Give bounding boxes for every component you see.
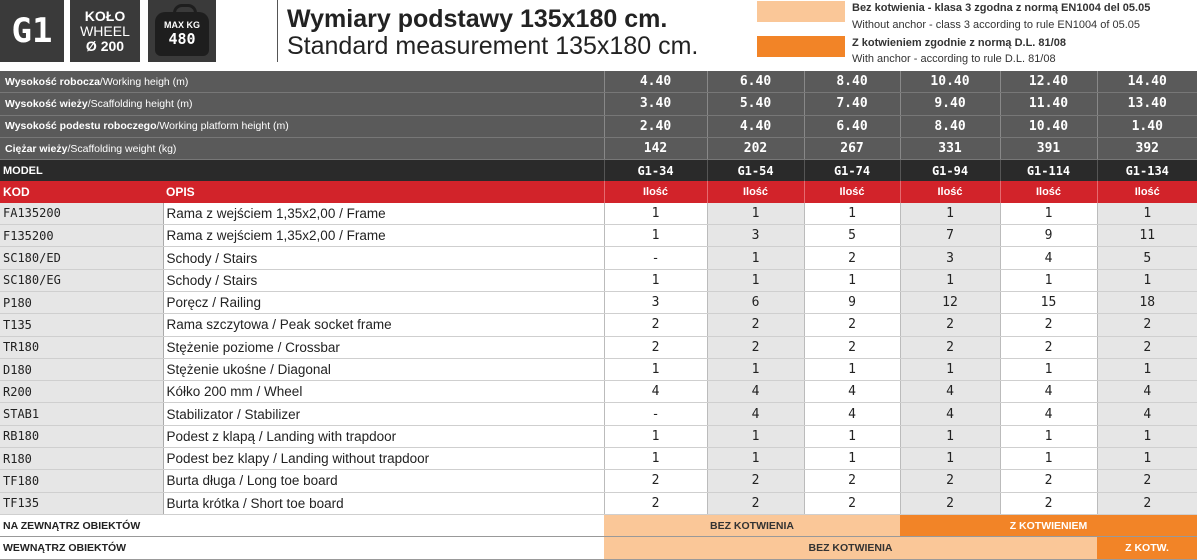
part-quantity: 9 — [804, 291, 900, 313]
part-name-pl: Burta krótka — [166, 495, 240, 511]
part-quantity: 1 — [707, 425, 804, 447]
qty-header: Ilość — [1000, 181, 1097, 202]
part-code: STAB1 — [0, 403, 163, 425]
part-quantity: 1 — [1000, 203, 1097, 225]
model-name: G1-54 — [707, 160, 804, 182]
part-code: D180 — [0, 358, 163, 380]
part-quantity: 1 — [900, 425, 1000, 447]
part-description — [163, 381, 604, 403]
part-code: F135200 — [0, 225, 163, 247]
part-quantity: 2 — [1097, 314, 1197, 336]
part-name-en: / Crossbar — [273, 339, 340, 355]
part-name-en: / Landing without trapdoor — [269, 451, 430, 467]
part-quantity: 1 — [900, 203, 1000, 225]
part-quantity: 1 — [804, 269, 900, 291]
spec-label — [0, 71, 604, 93]
spec-value: 2.40 — [604, 115, 707, 137]
table-row — [0, 470, 1197, 492]
spec-value: 8.40 — [900, 115, 1000, 137]
legend-with-anchor-en: With anchor - according to rule D.L. 81/08 — [852, 53, 1056, 65]
part-quantity: 2 — [604, 314, 707, 336]
column-header-row — [0, 181, 1197, 202]
part-quantity: 4 — [1097, 381, 1197, 403]
legend-without-anchor-en: Without anchor - class 3 according to rule EN1004 of 05.05 — [852, 19, 1140, 31]
part-quantity: 1 — [604, 448, 707, 470]
part-description — [163, 336, 604, 358]
part-name-en: / Railing — [208, 295, 262, 311]
part-name-pl: Burta długa — [166, 473, 236, 489]
spec-value: 5.40 — [707, 93, 804, 115]
part-quantity: 2 — [900, 492, 1000, 514]
spec-value: 391 — [1000, 137, 1097, 159]
part-quantity: 2 — [804, 470, 900, 492]
spec-value: 1.40 — [1097, 115, 1197, 137]
part-name-pl: Podest bez klapy — [166, 451, 270, 467]
part-quantity: 5 — [1097, 247, 1197, 269]
part-quantity: 2 — [1097, 336, 1197, 358]
part-quantity: 2 — [707, 470, 804, 492]
part-name-pl: Schody — [166, 272, 212, 288]
table-row — [0, 269, 1197, 291]
outside-with-anchor: Z KOTWIENIEM — [900, 514, 1197, 536]
spec-label-pl: Wysokość robocza — [5, 75, 100, 88]
spec-value: 202 — [707, 137, 804, 159]
spec-label — [0, 93, 604, 115]
part-name-en: / Frame — [335, 205, 386, 221]
page-subtitle: Standard measurement 135x180 cm. — [287, 32, 699, 60]
spec-value: 3.40 — [604, 93, 707, 115]
inside-row — [0, 537, 1197, 559]
part-quantity: 2 — [804, 314, 900, 336]
part-description — [163, 425, 604, 447]
max-kg-label: MAX KG — [164, 20, 200, 30]
part-quantity: 1 — [604, 269, 707, 291]
page-title: Wymiary podstawy 135x180 cm. — [287, 5, 668, 33]
table-row — [0, 492, 1197, 514]
part-quantity: 2 — [900, 336, 1000, 358]
part-description — [163, 448, 604, 470]
legend-swatch-with-anchor — [757, 36, 845, 57]
part-code: T135 — [0, 314, 163, 336]
part-quantity: 2 — [707, 336, 804, 358]
part-quantity: 1 — [900, 269, 1000, 291]
spec-label-en: /Scaffolding height (m) — [87, 97, 193, 110]
part-quantity: 9 — [1000, 225, 1097, 247]
table-row — [0, 314, 1197, 336]
table-row — [0, 247, 1197, 269]
part-description — [163, 492, 604, 514]
part-description — [163, 247, 604, 269]
part-name-en: / Stabilizer — [233, 406, 301, 422]
part-quantity: 5 — [804, 225, 900, 247]
outside-label: NA ZEWNĄTRZ OBIEKTÓW — [0, 514, 604, 536]
part-quantity: 4 — [604, 381, 707, 403]
spec-value: 331 — [900, 137, 1000, 159]
outside-row — [0, 514, 1197, 536]
spec-label-pl: Wysokość podestu roboczego — [5, 120, 157, 133]
part-quantity: 1 — [707, 203, 804, 225]
part-name-pl: Rama z wejściem 1,35x2,00 — [166, 205, 336, 221]
part-quantity: 3 — [604, 291, 707, 313]
part-quantity: 2 — [804, 492, 900, 514]
scaffold-components-table — [0, 71, 1197, 560]
legend-without-anchor-pl: Bez kotwienia - klasa 3 zgodna z normą EN1004 del 05.05 — [852, 2, 1151, 14]
part-name-en: / Landing with trapdoor — [255, 428, 397, 444]
spec-row — [0, 137, 1197, 159]
part-code: RB180 — [0, 425, 163, 447]
kod-header: KOD — [0, 181, 163, 202]
part-description — [163, 403, 604, 425]
part-quantity: 2 — [1000, 470, 1097, 492]
part-quantity: 1 — [1000, 448, 1097, 470]
part-quantity: 2 — [1097, 470, 1197, 492]
spec-label-pl: Ciężar wieży — [5, 142, 68, 155]
part-quantity: 2 — [804, 247, 900, 269]
part-name-pl: Podest z klapą — [166, 428, 256, 444]
part-name-en: / Frame — [335, 228, 386, 244]
spec-value: 10.40 — [1000, 115, 1097, 137]
part-name-en: / Diagonal — [266, 362, 331, 377]
spec-value: 4.40 — [707, 115, 804, 137]
part-code: R200 — [0, 381, 163, 403]
part-quantity: 2 — [604, 470, 707, 492]
part-description — [163, 470, 604, 492]
part-code: P180 — [0, 291, 163, 313]
part-quantity: 1 — [604, 358, 707, 380]
spec-value: 13.40 — [1097, 93, 1197, 115]
inside-with-anchor: Z KOTW. — [1097, 537, 1197, 559]
part-description — [163, 314, 604, 336]
spec-value: 12.40 — [1000, 71, 1097, 93]
table-row — [0, 448, 1197, 470]
table-row — [0, 358, 1197, 380]
qty-header: Ilość — [804, 181, 900, 202]
part-code: TR180 — [0, 336, 163, 358]
part-quantity: 1 — [707, 358, 804, 380]
spec-label-en: /Working platform height (m) — [156, 120, 289, 133]
part-quantity: 1 — [1097, 448, 1197, 470]
part-quantity: 4 — [1097, 403, 1197, 425]
part-quantity: 4 — [707, 403, 804, 425]
spec-value: 8.40 — [804, 71, 900, 93]
part-quantity: 2 — [604, 336, 707, 358]
part-quantity: 1 — [804, 448, 900, 470]
spec-value: 6.40 — [804, 115, 900, 137]
spec-value: 11.40 — [1000, 93, 1097, 115]
part-code: TF180 — [0, 470, 163, 492]
part-name-en: / Long toe board — [235, 473, 338, 489]
spec-value: 4.40 — [604, 71, 707, 93]
max-kg-value: 480 — [168, 30, 196, 48]
part-quantity: 2 — [1000, 336, 1097, 358]
part-name-en: / Short toe board — [239, 495, 344, 511]
table-row — [0, 336, 1197, 358]
part-quantity: - — [604, 247, 707, 269]
part-quantity: 3 — [900, 247, 1000, 269]
table-row — [0, 381, 1197, 403]
legend-swatch-without-anchor — [757, 1, 845, 22]
part-code: FA135200 — [0, 203, 163, 225]
part-quantity: 2 — [1097, 492, 1197, 514]
qty-header: Ilość — [1097, 181, 1197, 202]
part-quantity: - — [604, 403, 707, 425]
part-quantity: 2 — [707, 314, 804, 336]
header-divider — [277, 0, 278, 62]
part-quantity: 4 — [1000, 247, 1097, 269]
part-quantity: 11 — [1097, 225, 1197, 247]
part-name-pl: Kółko 200 mm — [166, 384, 253, 400]
part-quantity: 2 — [1000, 492, 1097, 514]
spec-value: 6.40 — [707, 71, 804, 93]
spec-value: 142 — [604, 137, 707, 159]
table-row — [0, 203, 1197, 225]
wheel-badge — [70, 0, 140, 62]
part-name-pl: Stężenie ukośne — [166, 362, 267, 377]
table-row — [0, 291, 1197, 313]
part-description — [163, 358, 604, 380]
spec-value: 10.40 — [900, 71, 1000, 93]
spec-value: 392 — [1097, 137, 1197, 159]
part-quantity: 3 — [707, 225, 804, 247]
spec-label-en: /Scaffolding weight (kg) — [67, 142, 177, 155]
model-code: G1 — [11, 11, 53, 51]
part-quantity: 1 — [604, 425, 707, 447]
spec-value: 267 — [804, 137, 900, 159]
part-quantity: 1 — [1097, 269, 1197, 291]
inside-without-anchor: BEZ KOTWIENIA — [604, 537, 1097, 559]
max-load-badge — [148, 0, 216, 62]
part-code: R180 — [0, 448, 163, 470]
part-description — [163, 269, 604, 291]
part-quantity: 1 — [707, 247, 804, 269]
model-row — [0, 160, 1197, 182]
spec-label — [0, 115, 604, 137]
model-badge — [0, 0, 64, 62]
table-row — [0, 425, 1197, 447]
model-name: G1-74 — [804, 160, 900, 182]
part-quantity: 2 — [900, 470, 1000, 492]
header — [0, 0, 1197, 70]
part-name-pl: Stężenie poziome — [166, 339, 274, 355]
part-name-pl: Rama z wejściem 1,35x2,00 — [166, 228, 336, 244]
table-row — [0, 403, 1197, 425]
model-name: G1-34 — [604, 160, 707, 182]
spec-row — [0, 115, 1197, 137]
spec-label-en: /Working heigh (m) — [99, 75, 189, 88]
part-quantity: 15 — [1000, 291, 1097, 313]
part-name-en: / Wheel — [252, 384, 303, 400]
wheel-label-en: WHEEL — [80, 22, 130, 39]
part-quantity: 1 — [707, 269, 804, 291]
part-name-pl: Stabilizator — [166, 406, 234, 422]
outside-without-anchor: BEZ KOTWIENIA — [604, 514, 900, 536]
part-quantity: 2 — [804, 336, 900, 358]
part-quantity: 4 — [804, 381, 900, 403]
part-quantity: 2 — [900, 314, 1000, 336]
part-quantity: 1 — [804, 203, 900, 225]
part-name-pl: Schody — [166, 250, 212, 266]
part-quantity: 1 — [804, 358, 900, 380]
model-name: G1-114 — [1000, 160, 1097, 182]
opis-header: OPIS — [163, 181, 604, 202]
part-quantity: 1 — [804, 425, 900, 447]
model-name: G1-94 — [900, 160, 1000, 182]
part-description — [163, 225, 604, 247]
part-code: SC180/EG — [0, 269, 163, 291]
part-quantity: 2 — [707, 492, 804, 514]
model-name: G1-134 — [1097, 160, 1197, 182]
spec-value: 7.40 — [804, 93, 900, 115]
part-code: SC180/ED — [0, 247, 163, 269]
spec-value: 9.40 — [900, 93, 1000, 115]
spec-value: 14.40 — [1097, 71, 1197, 93]
part-quantity: 1 — [900, 358, 1000, 380]
part-quantity: 1 — [900, 448, 1000, 470]
part-quantity: 1 — [1097, 425, 1197, 447]
part-quantity: 18 — [1097, 291, 1197, 313]
part-quantity: 4 — [900, 403, 1000, 425]
qty-header: Ilość — [900, 181, 1000, 202]
part-quantity: 1 — [604, 225, 707, 247]
wheel-label-pl: KOŁO — [84, 7, 126, 24]
part-quantity: 1 — [707, 448, 804, 470]
legend-with-anchor-pl: Z kotwieniem zgodnie z normą D.L. 81/08 — [852, 37, 1066, 49]
part-description — [163, 203, 604, 225]
table-row — [0, 225, 1197, 247]
part-quantity: 12 — [900, 291, 1000, 313]
part-quantity: 7 — [900, 225, 1000, 247]
part-quantity: 1 — [1097, 203, 1197, 225]
spec-row — [0, 71, 1197, 93]
part-code: TF135 — [0, 492, 163, 514]
part-quantity: 4 — [1000, 403, 1097, 425]
part-quantity: 6 — [707, 291, 804, 313]
part-quantity: 1 — [1000, 358, 1097, 380]
part-quantity: 1 — [1000, 425, 1097, 447]
part-quantity: 2 — [604, 492, 707, 514]
spec-label — [0, 137, 604, 159]
qty-header: Ilość — [604, 181, 707, 202]
part-quantity: 4 — [900, 381, 1000, 403]
part-quantity: 4 — [707, 381, 804, 403]
part-quantity: 1 — [1097, 358, 1197, 380]
spec-row — [0, 93, 1197, 115]
part-quantity: 1 — [1000, 269, 1097, 291]
part-name-en: / Stairs — [211, 250, 258, 266]
inside-label: WEWNĄTRZ OBIEKTÓW — [0, 537, 604, 559]
wheel-size: Ø 200 — [85, 37, 125, 54]
part-description — [163, 291, 604, 313]
part-quantity: 4 — [804, 403, 900, 425]
model-label: MODEL — [0, 160, 604, 182]
part-quantity: 2 — [1000, 314, 1097, 336]
part-name-pl: Rama szczytowa — [166, 317, 269, 333]
part-name-en: / Stairs — [211, 272, 258, 288]
part-name-pl: Poręcz — [166, 295, 209, 311]
part-name-en: / Peak socket frame — [268, 317, 392, 333]
weight-icon — [155, 12, 209, 56]
qty-header: Ilość — [707, 181, 804, 202]
part-quantity: 1 — [604, 203, 707, 225]
part-quantity: 4 — [1000, 381, 1097, 403]
spec-label-pl: Wysokość wieży — [5, 97, 88, 110]
